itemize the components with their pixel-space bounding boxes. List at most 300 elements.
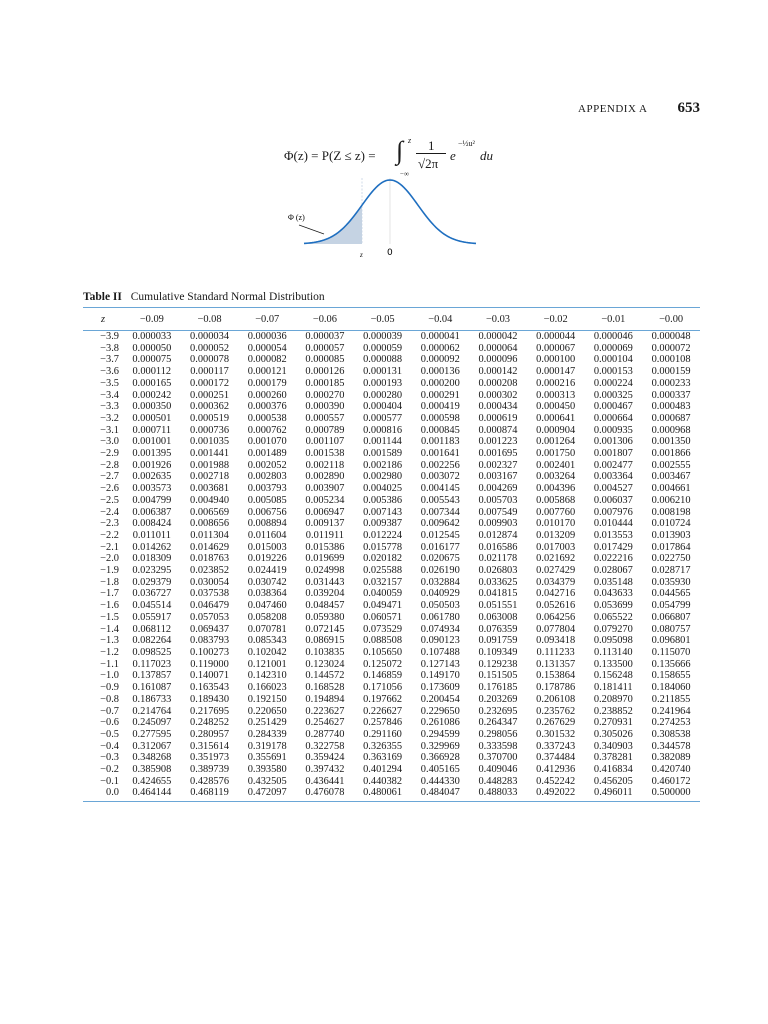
- z-value-cell: −3.6: [100, 366, 119, 378]
- probability-cell: 0.322758: [305, 740, 345, 752]
- probability-cell: 0.086915: [305, 635, 345, 647]
- differential: du: [480, 148, 493, 163]
- table-row: [83, 366, 700, 378]
- z-value-cell: −1.4: [100, 623, 119, 635]
- probability-cell: 0.048457: [305, 600, 345, 612]
- probability-cell: 0.001988: [190, 459, 230, 471]
- probability-cell: 0.000069: [593, 342, 633, 354]
- probability-cell: 0.001001: [132, 436, 172, 448]
- probability-cell: 0.000404: [363, 401, 403, 413]
- probability-cell: 0.000082: [247, 354, 287, 366]
- shaded-area: [304, 205, 362, 244]
- probability-cell: 0.000112: [132, 366, 172, 378]
- z-value-cell: −3.0: [100, 436, 119, 448]
- table-row: [83, 647, 700, 659]
- probability-cell: 0.206108: [536, 693, 576, 705]
- probability-cell: 0.055917: [132, 611, 172, 623]
- probability-cell: 0.007143: [363, 506, 403, 518]
- probability-cell: 0.000302: [478, 389, 518, 401]
- probability-cell: 0.000085: [305, 354, 345, 366]
- z-value-cell: −3.9: [100, 331, 119, 342]
- probability-cell: 0.192150: [247, 693, 287, 705]
- probability-cell: 0.068112: [132, 623, 172, 635]
- probability-cell: 0.000619: [478, 412, 518, 424]
- probability-cell: 0.000216: [536, 377, 576, 389]
- probability-cell: 0.001750: [536, 448, 576, 460]
- z-value-cell: −3.1: [100, 424, 119, 436]
- probability-cell: 0.424655: [132, 775, 172, 787]
- probability-cell: 0.049471: [363, 600, 403, 612]
- z-value-cell: −0.7: [100, 705, 119, 717]
- probability-cell: 0.248252: [190, 717, 230, 729]
- column-header: −0.06: [296, 308, 354, 331]
- probability-cell: 0.016177: [420, 541, 460, 553]
- probability-cell: 0.000062: [420, 342, 460, 354]
- appendix-label: APPENDIX A: [578, 103, 648, 115]
- exp-exponent: −½u²: [458, 139, 475, 148]
- probability-cell: 0.000280: [363, 389, 403, 401]
- probability-cell: 0.103835: [305, 646, 345, 658]
- probability-cell: 0.238852: [593, 705, 633, 717]
- probability-cell: 0.013209: [536, 529, 576, 541]
- probability-cell: 0.393580: [247, 764, 287, 776]
- probability-cell: 0.277595: [132, 728, 172, 740]
- probability-cell: 0.085343: [247, 635, 287, 647]
- probability-cell: 0.006756: [247, 506, 287, 518]
- probability-cell: 0.002118: [305, 459, 345, 471]
- probability-cell: 0.270931: [593, 717, 633, 729]
- table-row: [83, 354, 700, 366]
- probability-cell: 0.006387: [132, 506, 172, 518]
- probability-cell: 0.000072: [651, 342, 691, 354]
- probability-cell: 0.024419: [247, 565, 287, 577]
- probability-cell: 0.000185: [305, 377, 345, 389]
- probability-cell: 0.000096: [478, 354, 518, 366]
- table-row: [83, 729, 700, 741]
- probability-cell: 0.119000: [190, 658, 229, 670]
- probability-cell: 0.000711: [132, 424, 172, 436]
- z-value-cell: −1.6: [100, 600, 119, 612]
- probability-cell: 0.054799: [651, 600, 691, 612]
- table-row: [83, 425, 700, 437]
- z-value-cell: −1.8: [100, 576, 119, 588]
- probability-cell: 0.027429: [536, 565, 576, 577]
- probability-cell: 0.472097: [238, 787, 296, 801]
- table-row: [83, 612, 700, 624]
- probability-cell: 0.000904: [536, 424, 576, 436]
- probability-cell: 0.029379: [132, 576, 172, 588]
- probability-cell: 0.337243: [536, 740, 576, 752]
- probability-cell: 0.007344: [420, 506, 460, 518]
- table-row: [83, 717, 700, 729]
- probability-cell: 0.000172: [190, 377, 230, 389]
- probability-cell: 0.135666: [651, 658, 691, 670]
- probability-cell: 0.000816: [363, 424, 403, 436]
- table-row: [83, 507, 700, 519]
- table-row: [83, 659, 700, 671]
- z-value-cell: −3.5: [100, 377, 119, 389]
- z-value-cell: −2.3: [100, 518, 119, 530]
- probability-cell: 0.111233: [536, 646, 575, 658]
- probability-cell: 0.211855: [651, 693, 691, 705]
- probability-cell: 0.001223: [478, 436, 518, 448]
- table-row: [83, 471, 700, 483]
- probability-cell: 0.000736: [190, 424, 230, 436]
- probability-cell: 0.229650: [420, 705, 460, 717]
- probability-cell: 0.023295: [132, 565, 172, 577]
- probability-cell: 0.001035: [190, 436, 230, 448]
- z-value-cell: −0.4: [100, 740, 119, 752]
- probability-cell: 0.038364: [247, 588, 287, 600]
- column-header: −0.00: [642, 308, 700, 331]
- probability-cell: 0.102042: [247, 646, 287, 658]
- probability-cell: 0.100273: [190, 646, 230, 658]
- probability-cell: 0.000136: [420, 366, 460, 378]
- probability-cell: 0.028717: [651, 565, 691, 577]
- probability-cell: 0.001695: [478, 448, 518, 460]
- probability-cell: 0.002803: [247, 471, 287, 483]
- normal-distribution-table: [83, 307, 700, 802]
- probability-cell: 0.004025: [363, 483, 403, 495]
- table-row: [83, 448, 700, 460]
- table-row: [83, 413, 700, 425]
- table-row: [83, 401, 700, 413]
- probability-cell: 0.002980: [363, 471, 403, 483]
- probability-cell: 0.000845: [420, 424, 460, 436]
- probability-cell: 0.002186: [363, 459, 403, 471]
- probability-cell: 0.000159: [651, 366, 691, 378]
- probability-cell: 0.000147: [536, 366, 576, 378]
- probability-cell: 0.397432: [305, 764, 345, 776]
- probability-cell: 0.149170: [420, 670, 460, 682]
- probability-cell: 0.476078: [296, 787, 354, 801]
- probability-cell: 0.009642: [420, 518, 460, 530]
- probability-cell: 0.176185: [478, 682, 518, 694]
- probability-cell: 0.010170: [536, 518, 576, 530]
- probability-cell: 0.006569: [190, 506, 230, 518]
- probability-cell: 0.025588: [363, 565, 403, 577]
- probability-cell: 0.098525: [132, 646, 172, 658]
- probability-cell: 0.214764: [132, 705, 172, 717]
- probability-cell: 0.432505: [247, 775, 287, 787]
- z-value-cell: −3.8: [100, 342, 119, 354]
- probability-cell: 0.298056: [478, 728, 518, 740]
- probability-cell: 0.013903: [651, 529, 691, 541]
- probability-cell: 0.436441: [305, 775, 345, 787]
- probability-cell: 0.019226: [247, 553, 287, 565]
- integral-lower-limit: −∞: [400, 170, 409, 178]
- probability-cell: 0.022750: [651, 553, 691, 565]
- probability-cell: 0.000117: [190, 366, 229, 378]
- z-value-cell: −0.8: [100, 693, 119, 705]
- probability-cell: 0.173609: [420, 682, 460, 694]
- probability-cell: 0.015386: [305, 541, 345, 553]
- probability-cell: 0.032884: [420, 576, 460, 588]
- probability-cell: 0.031443: [305, 576, 345, 588]
- table-row: [83, 577, 700, 589]
- probability-cell: 0.000041: [420, 331, 460, 342]
- z-value-cell: −0.2: [100, 764, 119, 776]
- probability-cell: 0.011011: [132, 529, 171, 541]
- probability-cell: 0.012545: [420, 529, 460, 541]
- probability-cell: 0.000050: [132, 342, 172, 354]
- table-caption-number: Table II: [83, 291, 122, 303]
- table-row: [83, 624, 700, 636]
- table-row: [83, 764, 700, 776]
- probability-cell: 0.348268: [132, 752, 172, 764]
- probability-cell: 0.125072: [363, 658, 403, 670]
- probability-cell: 0.484047: [411, 787, 469, 801]
- probability-cell: 0.032157: [363, 576, 403, 588]
- probability-cell: 0.000313: [536, 389, 576, 401]
- probability-cell: 0.000039: [363, 331, 403, 342]
- probability-cell: 0.355691: [247, 752, 287, 764]
- z-value-cell: −1.1: [100, 658, 119, 670]
- probability-cell: 0.052616: [536, 600, 576, 612]
- z-value-cell: −2.6: [100, 483, 119, 495]
- probability-cell: 0.005703: [478, 494, 518, 506]
- probability-cell: 0.000054: [247, 342, 287, 354]
- probability-cell: 0.009387: [363, 518, 403, 530]
- column-header: −0.03: [469, 308, 527, 331]
- probability-cell: 0.412936: [536, 764, 576, 776]
- probability-cell: 0.004527: [593, 483, 633, 495]
- probability-cell: 0.166023: [247, 682, 287, 694]
- probability-cell: 0.018763: [190, 553, 230, 565]
- probability-cell: 0.005085: [247, 494, 287, 506]
- probability-cell: 0.000242: [132, 389, 172, 401]
- column-header: −0.02: [527, 308, 585, 331]
- probability-cell: 0.109349: [478, 646, 518, 658]
- probability-cell: 0.280957: [190, 728, 230, 740]
- page-header: [0, 100, 700, 117]
- probability-cell: 0.093418: [536, 635, 576, 647]
- probability-cell: 0.011604: [247, 529, 287, 541]
- probability-cell: 0.065522: [593, 611, 633, 623]
- probability-cell: 0.064256: [536, 611, 576, 623]
- probability-cell: 0.000208: [478, 377, 518, 389]
- probability-cell: 0.359424: [305, 752, 345, 764]
- probability-cell: 0.046479: [190, 600, 230, 612]
- probability-cell: 0.002718: [190, 471, 230, 483]
- probability-cell: 0.000762: [247, 424, 287, 436]
- probability-cell: 0.005386: [363, 494, 403, 506]
- fraction-denominator: √2π: [418, 156, 439, 171]
- probability-cell: 0.374484: [536, 752, 576, 764]
- table-row: [83, 565, 700, 577]
- probability-cell: 0.066807: [651, 611, 691, 623]
- fraction-numerator: 1: [428, 138, 435, 153]
- probability-cell: 0.000126: [305, 366, 345, 378]
- probability-cell: 0.026803: [478, 565, 518, 577]
- probability-cell: 0.153864: [536, 670, 576, 682]
- probability-cell: 0.000165: [132, 377, 172, 389]
- probability-cell: 0.401294: [363, 764, 403, 776]
- probability-cell: 0.004145: [420, 483, 460, 495]
- probability-cell: 0.096801: [651, 635, 691, 647]
- table-row: [83, 378, 700, 390]
- probability-cell: 0.034379: [536, 576, 576, 588]
- probability-cell: 0.004940: [190, 494, 230, 506]
- probability-cell: 0.019699: [305, 553, 345, 565]
- probability-cell: 0.444330: [420, 775, 460, 787]
- probability-cell: 0.245097: [132, 717, 172, 729]
- probability-cell: 0.326355: [363, 740, 403, 752]
- probability-cell: 0.000874: [478, 424, 518, 436]
- probability-cell: 0.226627: [363, 705, 403, 717]
- probability-cell: 0.366928: [420, 752, 460, 764]
- probability-cell: 0.014262: [132, 541, 172, 553]
- probability-cell: 0.015003: [247, 541, 287, 553]
- table-row: [83, 343, 700, 355]
- table-caption: [83, 291, 325, 303]
- probability-cell: 0.001306: [593, 436, 633, 448]
- normal-curve-figure: [280, 168, 510, 264]
- probability-cell: 0.001350: [651, 436, 691, 448]
- probability-cell: 0.002890: [305, 471, 345, 483]
- probability-cell: 0.004396: [536, 483, 576, 495]
- probability-cell: 0.040059: [363, 588, 403, 600]
- probability-cell: 0.235762: [536, 705, 576, 717]
- probability-cell: 0.037538: [190, 588, 230, 600]
- probability-cell: 0.002052: [247, 459, 287, 471]
- probability-cell: 0.002256: [420, 459, 460, 471]
- probability-cell: 0.017429: [593, 541, 633, 553]
- probability-cell: 0.008424: [132, 518, 172, 530]
- probability-cell: 0.284339: [247, 728, 287, 740]
- probability-cell: 0.001264: [536, 436, 576, 448]
- probability-cell: 0.000935: [593, 424, 633, 436]
- table-header-row: [83, 308, 700, 331]
- probability-cell: 0.000538: [247, 412, 287, 424]
- probability-cell: 0.452242: [536, 775, 576, 787]
- probability-cell: 0.000108: [651, 354, 691, 366]
- z-value-cell: −1.2: [100, 646, 119, 658]
- probability-cell: 0.006210: [651, 494, 691, 506]
- probability-cell: 0.008198: [651, 506, 691, 518]
- z-value-cell: −2.8: [100, 459, 119, 471]
- table-row: [83, 390, 700, 402]
- probability-cell: 0.000078: [190, 354, 230, 366]
- probability-cell: 0.001538: [305, 448, 345, 460]
- probability-cell: 0.001183: [420, 436, 460, 448]
- table-row: [83, 670, 700, 682]
- table-row: [83, 553, 700, 565]
- probability-cell: 0.095098: [593, 635, 633, 647]
- probability-cell: 0.312067: [132, 740, 172, 752]
- probability-cell: 0.000664: [593, 412, 633, 424]
- probability-cell: 0.005868: [536, 494, 576, 506]
- z-value-cell: −0.3: [100, 752, 119, 764]
- table-row: [83, 331, 700, 343]
- table-row: [83, 741, 700, 753]
- probability-cell: 0.000048: [651, 331, 691, 342]
- probability-cell: 0.468119: [181, 787, 239, 801]
- probability-cell: 0.203269: [478, 693, 518, 705]
- probability-cell: 0.017003: [536, 541, 576, 553]
- z-value-cell: −3.7: [100, 354, 119, 366]
- probability-cell: 0.257846: [363, 717, 403, 729]
- probability-cell: 0.370700: [478, 752, 518, 764]
- probability-cell: 0.144572: [305, 670, 345, 682]
- probability-cell: 0.000104: [593, 354, 633, 366]
- probability-cell: 0.189430: [190, 693, 230, 705]
- probability-cell: 0.000036: [247, 331, 287, 342]
- probability-cell: 0.003573: [132, 483, 172, 495]
- probability-cell: 0.000270: [305, 389, 345, 401]
- probability-cell: 0.001926: [132, 459, 172, 471]
- probability-cell: 0.003793: [247, 483, 287, 495]
- probability-cell: 0.000260: [247, 389, 287, 401]
- probability-cell: 0.232695: [478, 705, 518, 717]
- probability-cell: 0.500000: [642, 787, 700, 801]
- probability-cell: 0.351973: [190, 752, 230, 764]
- probability-cell: 0.133500: [593, 658, 633, 670]
- page-number: 653: [677, 100, 700, 116]
- probability-cell: 0.003364: [593, 471, 633, 483]
- table-row: [83, 460, 700, 472]
- table-row: [83, 787, 700, 801]
- probability-cell: 0.023852: [190, 565, 230, 577]
- probability-cell: 0.274253: [651, 717, 691, 729]
- probability-cell: 0.131357: [536, 658, 576, 670]
- probability-cell: 0.409046: [478, 764, 518, 776]
- probability-cell: 0.000142: [478, 366, 518, 378]
- probability-cell: 0.000037: [305, 331, 345, 342]
- integral-upper-limit: z: [408, 136, 412, 145]
- probability-cell: 0.241964: [651, 705, 691, 717]
- probability-cell: 0.011911: [305, 529, 344, 541]
- table-row: [83, 518, 700, 530]
- probability-cell: 0.000044: [536, 331, 576, 342]
- probability-cell: 0.000052: [190, 342, 230, 354]
- probability-cell: 0.001489: [247, 448, 287, 460]
- probability-cell: 0.003264: [536, 471, 576, 483]
- probability-cell: 0.251429: [247, 717, 287, 729]
- z-value-cell: −2.0: [100, 553, 119, 565]
- probability-cell: 0.035930: [651, 576, 691, 588]
- probability-cell: 0.044565: [651, 588, 691, 600]
- probability-cell: 0.045514: [132, 600, 172, 612]
- probability-cell: 0.013553: [593, 529, 633, 541]
- probability-cell: 0.127143: [420, 658, 460, 670]
- probability-cell: 0.197662: [363, 693, 403, 705]
- zero-axis-label: 0: [387, 248, 393, 258]
- probability-cell: 0.026190: [420, 565, 460, 577]
- probability-cell: 0.000501: [132, 412, 172, 424]
- column-header: −0.07: [238, 308, 296, 331]
- probability-cell: 0.115070: [651, 646, 691, 658]
- probability-cell: 0.420740: [651, 764, 691, 776]
- probability-cell: 0.261086: [420, 717, 460, 729]
- probability-cell: 0.001107: [305, 436, 345, 448]
- probability-cell: 0.012224: [363, 529, 403, 541]
- probability-cell: 0.004661: [651, 483, 691, 495]
- probability-cell: 0.017864: [651, 541, 691, 553]
- probability-cell: 0.083793: [190, 635, 230, 647]
- probability-cell: 0.003681: [190, 483, 230, 495]
- table-caption-title: Cumulative Standard Normal Distribution: [130, 291, 325, 303]
- probability-cell: 0.163543: [190, 682, 230, 694]
- phi-pointer: [299, 225, 324, 234]
- z-value-cell: −1.0: [100, 670, 119, 682]
- probability-cell: 0.073529: [363, 623, 403, 635]
- probability-cell: 0.001441: [190, 448, 230, 460]
- integral-sign: ∫: [396, 136, 404, 165]
- probability-cell: 0.000046: [593, 331, 633, 342]
- probability-cell: 0.428576: [190, 775, 230, 787]
- table-row: [83, 635, 700, 647]
